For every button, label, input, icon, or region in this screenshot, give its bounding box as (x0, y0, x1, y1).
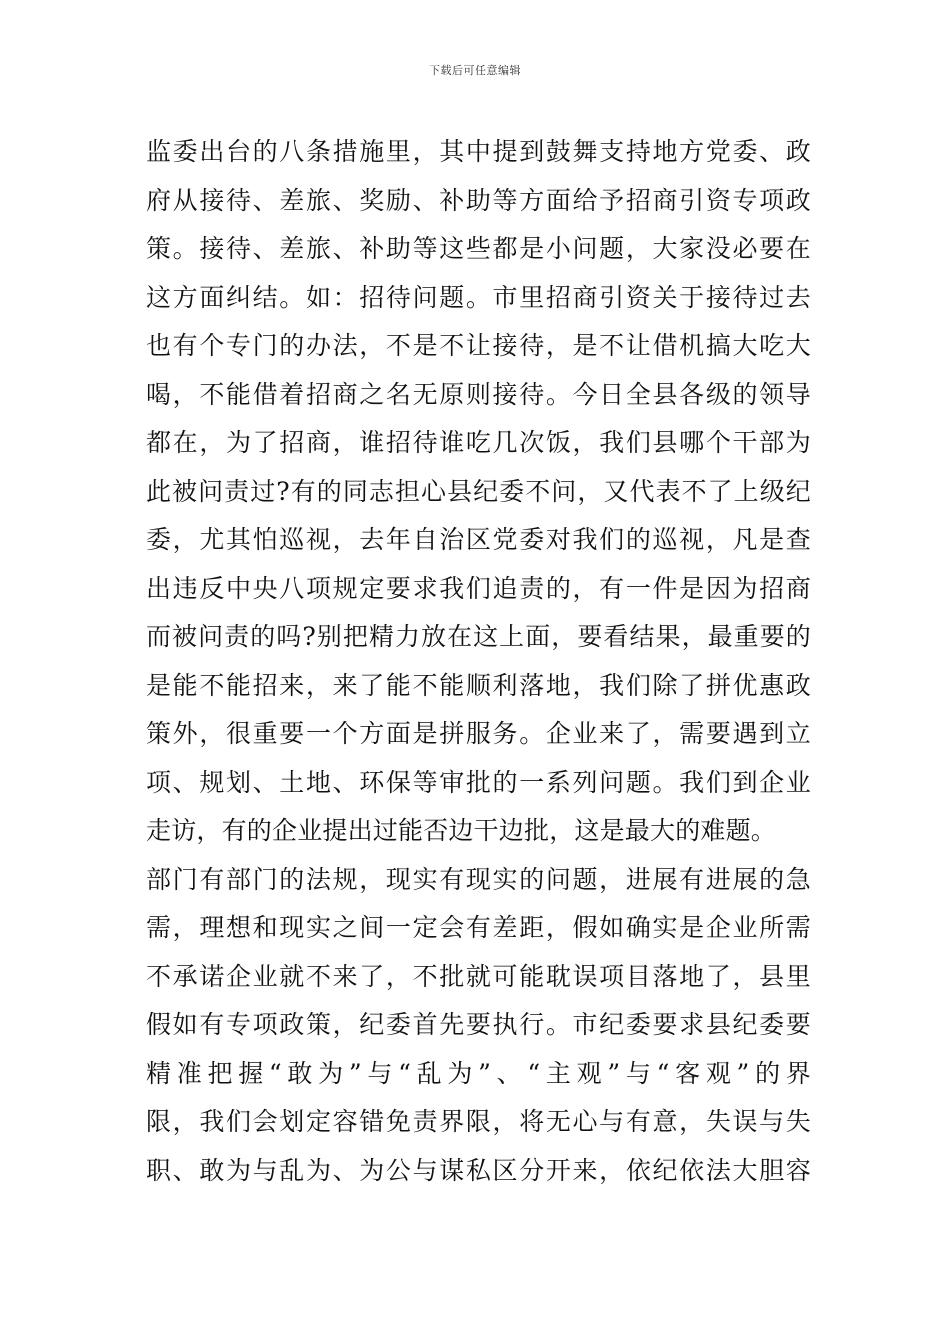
text-line: 都在，为了招商，谁招待谁吃几次饭，我们县哪个干部为 (146, 428, 811, 457)
text-line: 是能不能招来，来了能不能顺利落地，我们除了拼优惠政 (146, 670, 811, 700)
text-line: 职、敢为与乱为、为公与谋私区分开来，依纪依法大胆容 (146, 1155, 811, 1185)
text-line: 府从接待、差旅、奖励、补助等方面给予招商引资专项政 (146, 185, 811, 215)
text-line: 监委出台的八条措施里，其中提到鼓舞支持地方党委、政 (146, 137, 811, 166)
text-line: 委，尤其怕巡视，去年自治区党委对我们的巡视，凡是查 (146, 525, 811, 554)
text-line: 也有个专门的办法，不是不让接待，是不让借机搞大吃大 (146, 331, 811, 360)
text-line: 项、规划、土地、环保等审批的一系列问题。我们到企业 (146, 767, 811, 797)
text-line: 出违反中央八项规定要求我们追责的，有一件是因为招商 (146, 573, 811, 603)
text-line: 需，理想和现实之间一定会有差距，假如确实是企业所需 (146, 913, 811, 942)
text-line: 策外，很重要一个方面是拼服务。企业来了，需要遇到立 (146, 719, 811, 748)
text-line: 限，我们会划定容错免责界限，将无心与有意，失误与失 (146, 1107, 811, 1136)
text-line: 走访，有的企业提出过能否边干边批，这是最大的难题。 (146, 816, 777, 845)
text-line: 部门有部门的法规，现实有现实的问题，进展有进展的急 (146, 864, 811, 894)
text-line: 而被问责的吗?别把精力放在这上面，要看结果，最重要的 (146, 622, 811, 651)
text-line: 策。接待、差旅、补助等这些都是小问题，大家没必要在 (146, 234, 811, 263)
text-line: 喝，不能借着招商之名无原则接待。今日全县各级的领导 (146, 379, 811, 409)
text-line: 这方面纠结。如：招待问题。市里招商引资关于接待过去 (146, 282, 811, 312)
page-header: 下载后可任意编辑 (429, 64, 521, 77)
body-text (146, 128, 811, 1195)
text-line: 假如有专项政策，纪委首先要执行。市纪委要求县纪委要 (146, 1010, 811, 1039)
text-line: 此被问责过?有的同志担心县纪委不问，又代表不了上级纪 (146, 476, 811, 506)
text-line: 精准把握“敢为”与“乱为”、“主观”与“客观”的界 (146, 1058, 811, 1088)
text-line: 不承诺企业就不来了，不批就可能耽误项目落地了，县里 (146, 961, 811, 991)
